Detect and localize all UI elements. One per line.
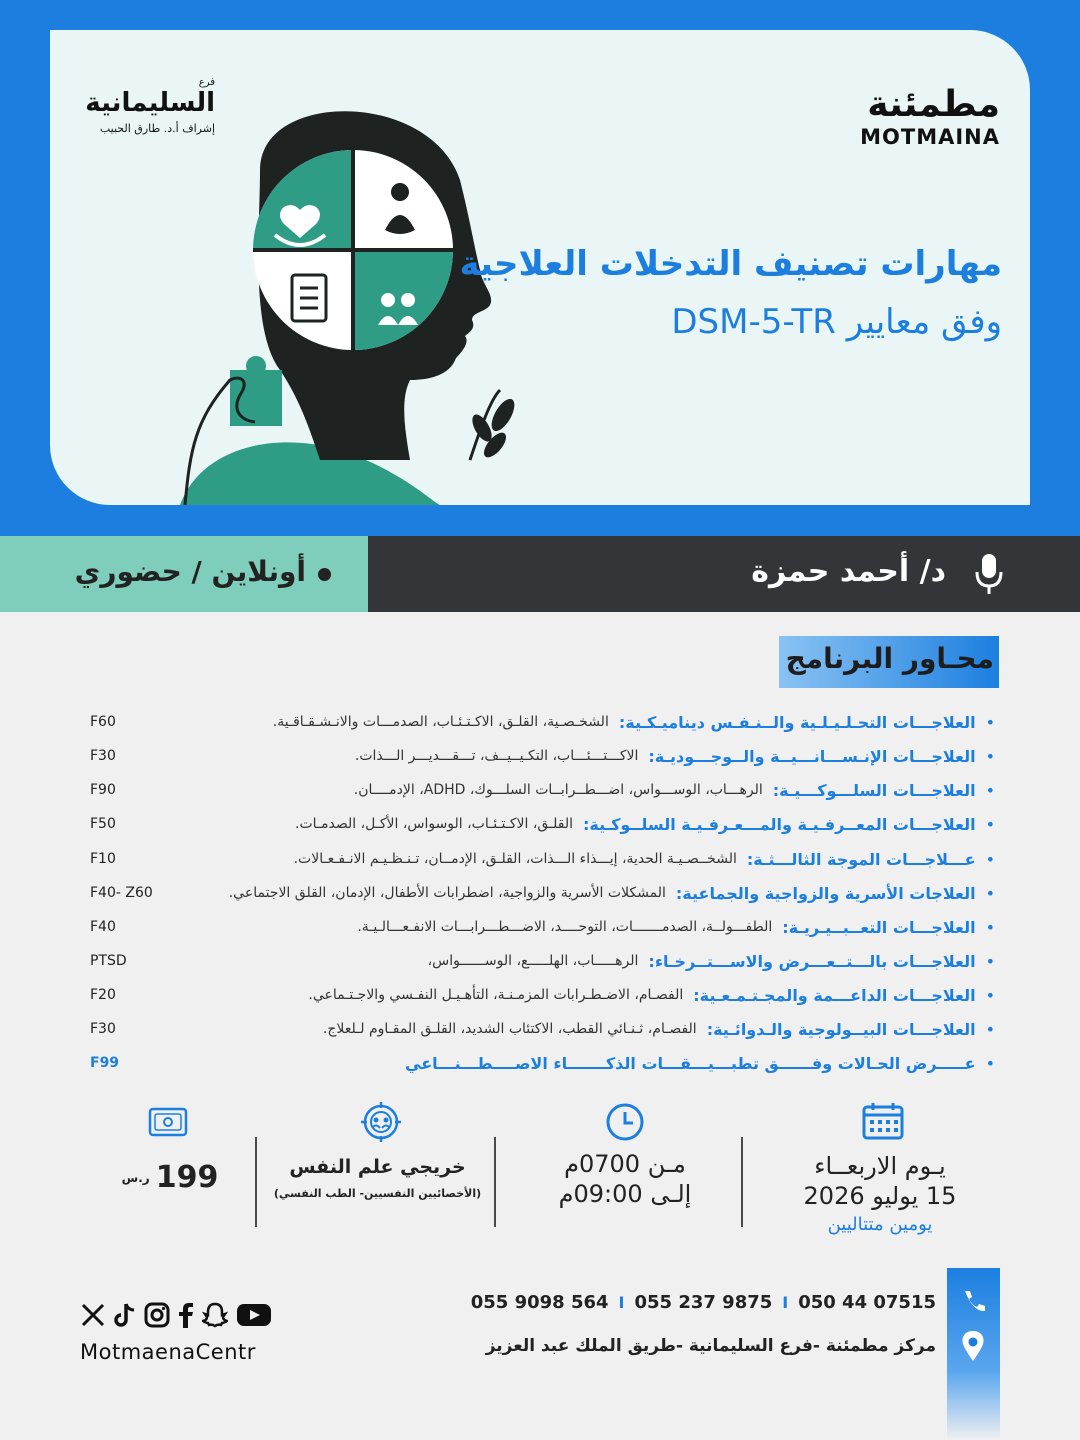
social-handle: MotmaenaCentr — [80, 1340, 256, 1364]
program-item-code: F40- Z60 — [90, 885, 153, 901]
program-item — [80, 878, 995, 908]
contact-bar — [947, 1268, 1000, 1440]
program-item-desc: القلـق، الاكـتـئـاب، الوسواس، الأكـل، الصدمـات. — [295, 816, 574, 832]
program-item-code: F10 — [90, 851, 116, 867]
program-item — [80, 844, 995, 874]
divider — [741, 1137, 743, 1227]
program-item-name: العلاجـــات السلـــوكـــيـة: — [772, 780, 976, 800]
divider — [255, 1137, 257, 1227]
mode-bullet — [318, 568, 331, 581]
program-item-name: العلاجـــات الإنـســـانـــيــة والــوجـــوديـة: — [648, 746, 976, 766]
program-item-code: F60 — [90, 714, 116, 730]
separator: I — [618, 1293, 625, 1312]
program-item-desc: الرهـــــاب، الهلـــــع، الوســــــواس، — [427, 953, 639, 969]
time-to: إلـى 09:00م — [558, 1180, 692, 1208]
price-currency: ر.س — [121, 1170, 150, 1185]
program-item-desc: الشخــصـيـة الحدية، إيـــذاء الـــذات، القلـق، الإدمــان، تـنـظـيـم الانـفـعـالات. — [293, 851, 737, 867]
program-item-desc: الشخـصـية، القلـق، الاكـتـئـاب، الصدمـــات والانـشـقـاقـية. — [272, 714, 609, 730]
speaker-bar — [368, 536, 1080, 612]
program-item-code: F40 — [90, 919, 116, 935]
phone-numbers — [471, 1292, 936, 1313]
separator: I — [782, 1293, 789, 1312]
program-item — [80, 946, 995, 976]
money-icon — [148, 1107, 188, 1137]
program-item — [80, 1014, 995, 1044]
title-line-1: مهارات تصنيف التدخلات العلاجية — [459, 244, 1002, 284]
time-from: مـن 0700م — [564, 1150, 686, 1178]
clock-icon — [605, 1102, 645, 1142]
event-duration: يومين متتاليين — [827, 1214, 933, 1235]
bullet: • — [985, 951, 995, 971]
program-item-code: F50 — [90, 816, 116, 832]
program-item — [80, 912, 995, 942]
bullet: • — [985, 883, 995, 903]
youtube-icon[interactable] — [236, 1302, 272, 1328]
hero-card — [50, 30, 1030, 505]
branch-label: فرع — [198, 77, 215, 88]
bullet: • — [985, 985, 995, 1005]
title-line-2: وفق معايير DSM-5-TR — [671, 302, 1002, 342]
mode-text: أونلاين / حضوري — [74, 555, 306, 588]
program-item-name: عـــــرض الحـالات وفــــــق تطبـــيـــقـــات الذكـــــــاء الاصــــطـــنـــاعي — [405, 1053, 976, 1073]
bullet: • — [985, 1019, 995, 1039]
x-icon[interactable] — [80, 1302, 106, 1328]
bullet: • — [985, 814, 995, 834]
target-audience-icon — [361, 1102, 401, 1142]
location-pin-icon — [960, 1330, 986, 1362]
event-date: 15 يوليو 2026 — [803, 1182, 957, 1210]
phone-2[interactable]: 055 237 9875 — [634, 1292, 773, 1313]
program-heading: محـاور البرنامج — [785, 642, 994, 675]
bullet: • — [985, 917, 995, 937]
program-item-desc: الاكـــتـــئـــاب، التكـيــيــف، تـــقـــديـــر الـــذات. — [354, 748, 639, 764]
brand-name-en: MOTMAINA — [860, 125, 1000, 149]
price-value: 199 — [155, 1160, 219, 1195]
branch-name: السليمانية — [85, 88, 215, 118]
program-item-name: العلاجات الأسرية والزواجية والجماعية: — [675, 883, 976, 903]
program-item-name: العلاجـــات التعــبــيـريـة: — [782, 917, 976, 937]
bullet: • — [985, 712, 995, 732]
program-item-code: F20 — [90, 987, 116, 1003]
program-item-desc: الطفـــولــة، الصدمـــــــات، التوحــــد، الاضـــطـــرابـــات الانفـعـــالـيـة. — [357, 919, 773, 935]
program-item — [80, 980, 995, 1010]
event-day: يـوم الاربعــاء — [814, 1152, 946, 1180]
mode-bar — [0, 536, 368, 612]
brand-name-ar: مطمئنة — [867, 84, 1000, 125]
phone-3[interactable]: 055 9098 564 — [470, 1292, 609, 1313]
program-item-desc: المشكلات الأسرية والزواجية، اضطرابات الأطفال، الإدمان، القلق الاجتماعي. — [228, 885, 666, 901]
microphone-icon — [974, 552, 1004, 596]
speaker-name: د/ أحمد حمزة — [751, 554, 946, 589]
program-item-code: F30 — [90, 748, 116, 764]
branch-logo — [80, 78, 215, 135]
snapchat-icon[interactable] — [202, 1302, 228, 1328]
instagram-icon[interactable] — [144, 1302, 170, 1328]
audience-sub: (الأخصائيين النفسيين- الطب النفسي) — [273, 1187, 482, 1200]
program-item-name: العلاجـــات التحـلـيـلـية والــنـفـس ديناميـكـية: — [618, 712, 976, 732]
program-item — [80, 809, 995, 839]
program-item — [80, 707, 995, 737]
social-icons — [80, 1302, 272, 1328]
brand-logo — [850, 84, 1000, 149]
bullet: • — [985, 780, 995, 800]
price — [120, 1160, 220, 1195]
program-item-code: F90 — [90, 782, 116, 798]
audience-title: خريجي علم النفس — [289, 1156, 466, 1178]
program-item — [80, 1048, 995, 1078]
program-item-code: PTSD — [90, 953, 127, 969]
program-item-name: عـــلاجـــات الموجة الثالـــثـة: — [746, 849, 976, 869]
program-item-code: F99 — [90, 1055, 120, 1071]
supervision-text: إشراف أ.د. طارق الحبيب — [99, 122, 215, 135]
program-item-desc: الفصـام، الاضـطـرابات المزمـنـة، التأهـيـل النفـسي والاجـتـماعي. — [308, 987, 684, 1003]
program-item-name: العلاجـــات الداعـــمة والمجـتـمـعـية: — [693, 985, 976, 1005]
address: مركز مطمئنة -فرع السليمانية -طريق الملك عبد العزيز — [485, 1336, 936, 1356]
facebook-icon[interactable] — [178, 1302, 194, 1328]
tiktok-icon[interactable] — [114, 1302, 136, 1328]
phone-icon — [960, 1288, 986, 1314]
bullet: • — [985, 1053, 995, 1073]
calendar-icon — [862, 1102, 904, 1140]
bullet: • — [985, 849, 995, 869]
program-item-code: F30 — [90, 1021, 116, 1037]
phone-1[interactable]: 050 44 07515 — [798, 1292, 936, 1313]
program-item — [80, 741, 995, 771]
program-item-desc: الرهـــاب، الوســـواس، اضـــطــرابــات السلـــوك، ADHD، الإدمــــان. — [353, 782, 763, 798]
program-item-name: العلاجـــات البيــولوجية والـدوائـية: — [706, 1019, 976, 1039]
program-item-desc: الفصـام، ثـنـائي القطب، الاكتئاب الشديد، القلـق المقـاوم لـلعلاج. — [322, 1021, 697, 1037]
divider — [494, 1137, 496, 1227]
program-item — [80, 775, 995, 805]
program-item-name: العلاجـــات بالـــتــعـــرض والاســـتــرخـاء: — [648, 951, 976, 971]
bullet: • — [985, 746, 995, 766]
program-item-name: العلاجـــات المعــرفـيـة والمـــعـرفـيـة السلــوكـية: — [583, 814, 976, 834]
